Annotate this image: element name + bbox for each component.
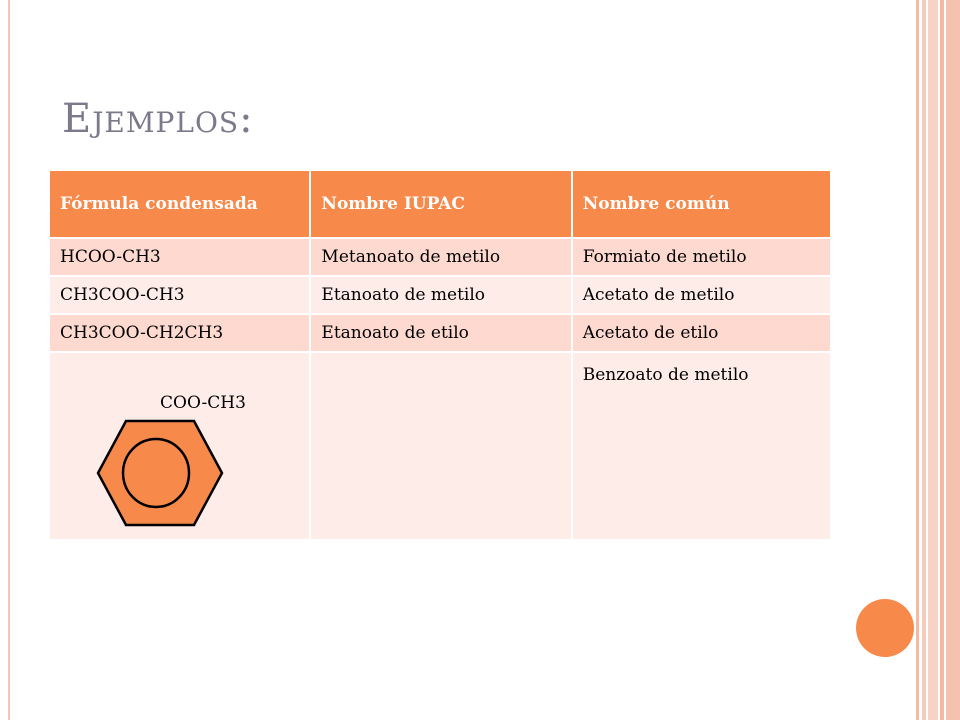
table-row	[49, 276, 831, 314]
cell-formula: HCOO-CH3	[49, 238, 310, 276]
stripe	[940, 0, 944, 720]
cell-common: Formiato de metilo	[572, 238, 831, 276]
right-decorative-stripes	[916, 0, 960, 720]
stripe	[946, 0, 960, 720]
benzene-ring-icon	[95, 419, 225, 527]
cell-iupac: Etanoato de etilo	[310, 314, 571, 352]
stripe	[928, 0, 938, 720]
table-row	[49, 314, 831, 352]
cell-iupac	[310, 352, 571, 540]
header-iupac: Nombre IUPAC	[310, 170, 571, 238]
table-header-row	[49, 170, 831, 238]
cell-iupac: Metanoato de metilo	[310, 238, 571, 276]
stripe	[916, 0, 919, 720]
slide-title: Ejemplos:	[62, 96, 254, 142]
decorative-circle	[856, 599, 914, 657]
cell-formula: CH3COO-CH3	[49, 276, 310, 314]
cell-common: Acetato de etilo	[572, 314, 831, 352]
structure-label: COO-CH3	[160, 393, 246, 413]
esters-table	[48, 169, 832, 541]
cell-structure	[49, 352, 310, 540]
stripe	[922, 0, 926, 720]
table-row	[49, 352, 831, 540]
header-formula: Fórmula condensada	[49, 170, 310, 238]
cell-iupac: Etanoato de metilo	[310, 276, 571, 314]
cell-common: Acetato de metilo	[572, 276, 831, 314]
cell-common: Benzoato de metilo	[572, 352, 831, 540]
header-common: Nombre común	[572, 170, 831, 238]
left-border-line	[8, 0, 10, 720]
table-row	[49, 238, 831, 276]
cell-formula: CH3COO-CH2CH3	[49, 314, 310, 352]
